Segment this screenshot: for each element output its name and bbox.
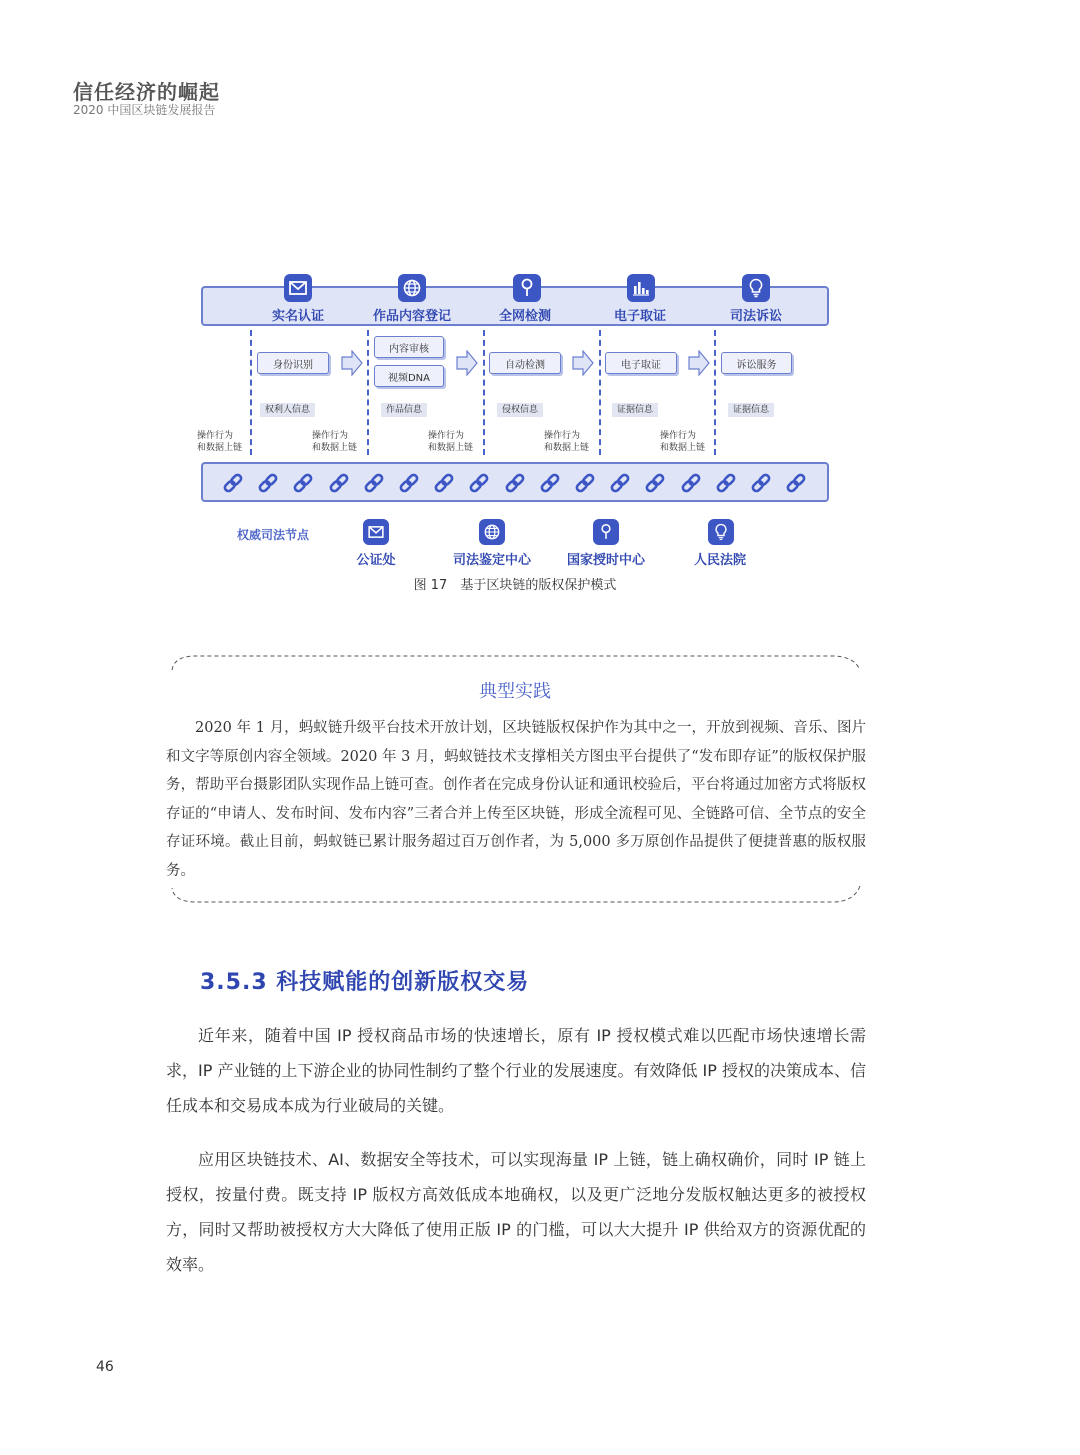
chain-link-icon (784, 471, 808, 495)
practice-text: 2020 年 1 月，蚂蚁链升级平台技术开放计划，区块链版权保护作为其中之一，开放到视频、音乐、图片和文字等原创内容全领域。2020 年 3 月，蚂蚁链技术支撑相关方图虫平台提供了“发布即存证”的版权保护服务，帮助平台摄影团队实现作品上链可查。创作者在完成身份认证和通讯校验后，平台将通过加密方式将版权存证的“申请人、发布时间、发布内容”三者合并上传至区块链，形成全流程可见、全链路可信、全节点的安全存证环境。截止目前，蚂蚁链已累计服务超过百万创作者，为 5,000 多万原创作品提供了便捷普惠的版权服务。 (166, 720, 866, 879)
envelope-icon (284, 274, 312, 302)
arrow-right-icon (456, 350, 478, 376)
chain-link-icon (503, 471, 527, 495)
stage-label-content-registration: 作品内容登记 (372, 309, 451, 324)
step-video-dna: 视频DNA (374, 365, 444, 387)
page-number: 46 (96, 1359, 114, 1375)
globe-icon (479, 519, 505, 545)
chain-link-icon (749, 471, 773, 495)
chain-link-icon (291, 471, 315, 495)
op-label: 操作行为 和数据上链 (544, 431, 590, 453)
bar-chart-icon (627, 274, 655, 302)
stage-divider (599, 330, 601, 455)
chain-link-icon (714, 471, 738, 495)
globe-icon (398, 274, 426, 302)
envelope-icon (363, 519, 389, 545)
chain-link-icon (397, 471, 421, 495)
chain-link-icon (327, 471, 351, 495)
body-paragraph: 近年来，随着中国 IP 授权商品市场的快速增长，原有 IP 授权模式难以匹配市场快速增长需求，IP 产业链的上下游企业的协同性制约了整个行业的发展速度。有效降低 IP 授权的决策成本、信任成本和交易成本成为行业破局的关键。 (166, 1026, 866, 1115)
step-content-review: 内容审核 (374, 336, 444, 358)
arrow-right-icon (688, 350, 710, 376)
arrow-right-icon (572, 350, 594, 376)
step-evidence: 电子取证 (605, 352, 677, 374)
node-label-notary: 公证处 (356, 553, 396, 568)
chain-link-icon (573, 471, 597, 495)
chain-link-icon (538, 471, 562, 495)
stage-divider (483, 330, 485, 455)
stage-divider (367, 330, 369, 455)
chain-link-icon (467, 471, 491, 495)
section-heading: 3.5.3 科技赋能的创新版权交易 (200, 970, 530, 995)
arrow-right-icon (341, 350, 363, 376)
stage-label-network-detection: 全网检测 (498, 309, 551, 324)
op-label: 操作行为 和数据上链 (197, 431, 243, 453)
chain-link-icon (608, 471, 632, 495)
chain-link-icon (221, 471, 245, 495)
stage-label-evidence: 电子取证 (613, 309, 666, 324)
node-label-court: 人民法院 (693, 553, 746, 568)
practice-title: 典型实践 (479, 681, 551, 702)
op-label: 操作行为 和数据上链 (312, 431, 358, 453)
chain-link-icon (432, 471, 456, 495)
node-label-time-center: 国家授时中心 (566, 553, 645, 568)
figure-caption: 图 17 基于区块链的版权保护模式 (413, 578, 617, 593)
chain-link-icon (256, 471, 280, 495)
info-tag-work: 作品信息 (381, 403, 427, 417)
info-tag-evidence: 证据信息 (612, 403, 658, 417)
report-subtitle: 2020 中国区块链发展报告 (73, 103, 216, 117)
info-tag-evidence: 证据信息 (728, 403, 774, 417)
op-label: 操作行为 和数据上链 (428, 431, 474, 453)
info-tag-infringement: 侵权信息 (497, 403, 543, 417)
stage-label-real-name: 实名认证 (271, 309, 324, 324)
report-title: 信任经济的崛起 (73, 80, 220, 104)
op-label: 操作行为 和数据上链 (660, 431, 706, 453)
stage-divider (250, 330, 252, 455)
copyright-protection-diagram (0, 0, 1080, 600)
chain-link-icon (679, 471, 703, 495)
nodes-title: 权威司法节点 (237, 528, 310, 542)
step-litigation: 诉讼服务 (721, 352, 792, 374)
body-paragraph: 应用区块链技术、AI、数据安全等技术，可以实现海量 IP 上链，链上确权确价，同时 IP 链上授权，按量付费。既支持 IP 版权方高效低成本地确权，以及更广泛地分发版权触达更多的被授权方，同时又帮助被授权方大大降低了使用正版 IP 的门槛，可以大大提升 IP 供给双方的资源优配的效率。 (166, 1150, 866, 1274)
lightbulb-icon (708, 519, 734, 545)
location-pin-icon (513, 274, 541, 302)
node-label-forensic-center: 司法鉴定中心 (452, 553, 531, 568)
chain-link-icon (362, 471, 386, 495)
stage-divider (714, 330, 716, 455)
chain-link-icon (643, 471, 667, 495)
info-tag-rights-holder: 权利人信息 (260, 403, 315, 417)
location-pin-icon (593, 519, 619, 545)
step-auto-detect: 自动检测 (489, 352, 561, 374)
lightbulb-icon (742, 274, 770, 302)
stage-label-litigation: 司法诉讼 (729, 309, 782, 324)
step-identity: 身份识别 (257, 352, 329, 374)
